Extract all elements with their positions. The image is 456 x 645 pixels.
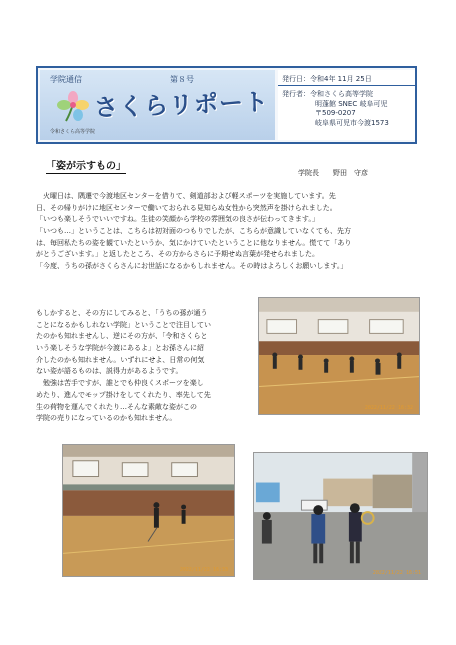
photo-gym-activity [258,297,420,415]
banner-title-panel [40,70,275,140]
school-name-small: 令和さくら高等学院 [50,129,96,135]
article-body-column [36,308,251,425]
photo-timestamp: 2022/11/22 16:32 [364,405,413,411]
body-line: 火曜日は、隅遷で今渡地区センターを借りて、剣道部および軽スポーツを実施しています。先 [36,192,336,200]
banner-info-panel [278,70,415,140]
body-line: 「いつも…」ということは、こちらは初対面のつもりでしたが、こちらが意識していなくても、先方 [36,227,351,236]
body-line: 「いつも楽しそうでいいですね。生徒の笑顔から学校の雰囲気の良さが伝わってきます。」 [36,215,319,224]
newsletter-title: さくらリポート [93,87,270,122]
publisher-line: 明蓬館 SNEC 岐阜可児 [315,99,388,108]
publisher-block [282,90,389,128]
body-line: は、毎回私たちの姿を観ていたというか、気にかけていたということに他なりません。慌てて「あり [36,238,352,247]
info-divider [278,85,415,86]
body-line: たのかも知れませんし、逆にその方が、「令和さくらと [36,332,208,341]
body-line: ない姿が語るものは、説得力があるようです。 [36,367,183,376]
publisher-line: 発行者：令和さくら高等学院 [282,90,373,98]
body-line: いう楽しそうな学院が今渡にあるよ」とお孫さんに紹 [36,344,204,353]
article-body-top [36,191,418,273]
photo-carrying-equipment [253,452,428,580]
photo-mopping-floor [62,444,235,577]
publisher-line: 岐阜県可児市今渡1573 [315,118,389,127]
body-line: めたり、進んでモップ掛けをしてくれたり、率先して先 [36,390,211,399]
body-line: 勉強は苦手ですが、誰とでも仲良くスポーツを楽し [36,379,204,388]
photo-timestamp: 2022/11/22 16:51 [372,570,421,576]
issue-number: 第８号 [170,75,194,84]
photo-timestamp: 2022/11/22 16:33 [179,567,228,573]
header-banner [36,66,417,144]
body-line: もしかすると、その方にしてみると、「うちの孫が通う [36,309,208,317]
article-title: 「姿が示すもの」 [46,157,126,174]
body-line: 学院の売りになっているのかも知れません。 [36,414,177,423]
article-author: 学院長 野田 守彦 [298,169,368,177]
publisher-line: 〒509-0207 [315,109,356,117]
body-line: 「今度、うちの孫がさくらさんにお世話になるかもしれません。その時はよろしくお願いします。」 [36,262,348,271]
body-line: ことになるかもしれない学院」ということで注目してい [36,320,211,329]
body-line: がとうございます。」と返したところ、その方からさらに予期せぬ言葉が発せられました。 [36,250,319,259]
body-line: 介したのかも知れません。いずれにせよ、日常の何気 [36,355,205,364]
sakura-logo-icon [56,90,90,124]
body-line: 生の荷物を運んでくれたり…そんな素敵な姿がこの [36,402,197,411]
series-label: 学院通信 [50,75,82,84]
body-line: 日、その帰りがけに地区センターで働いておられる見知らぬ女性から突然声を掛けられました。 [36,203,337,212]
issue-date: 発行日：令和4年 11月 25日 [282,75,372,83]
